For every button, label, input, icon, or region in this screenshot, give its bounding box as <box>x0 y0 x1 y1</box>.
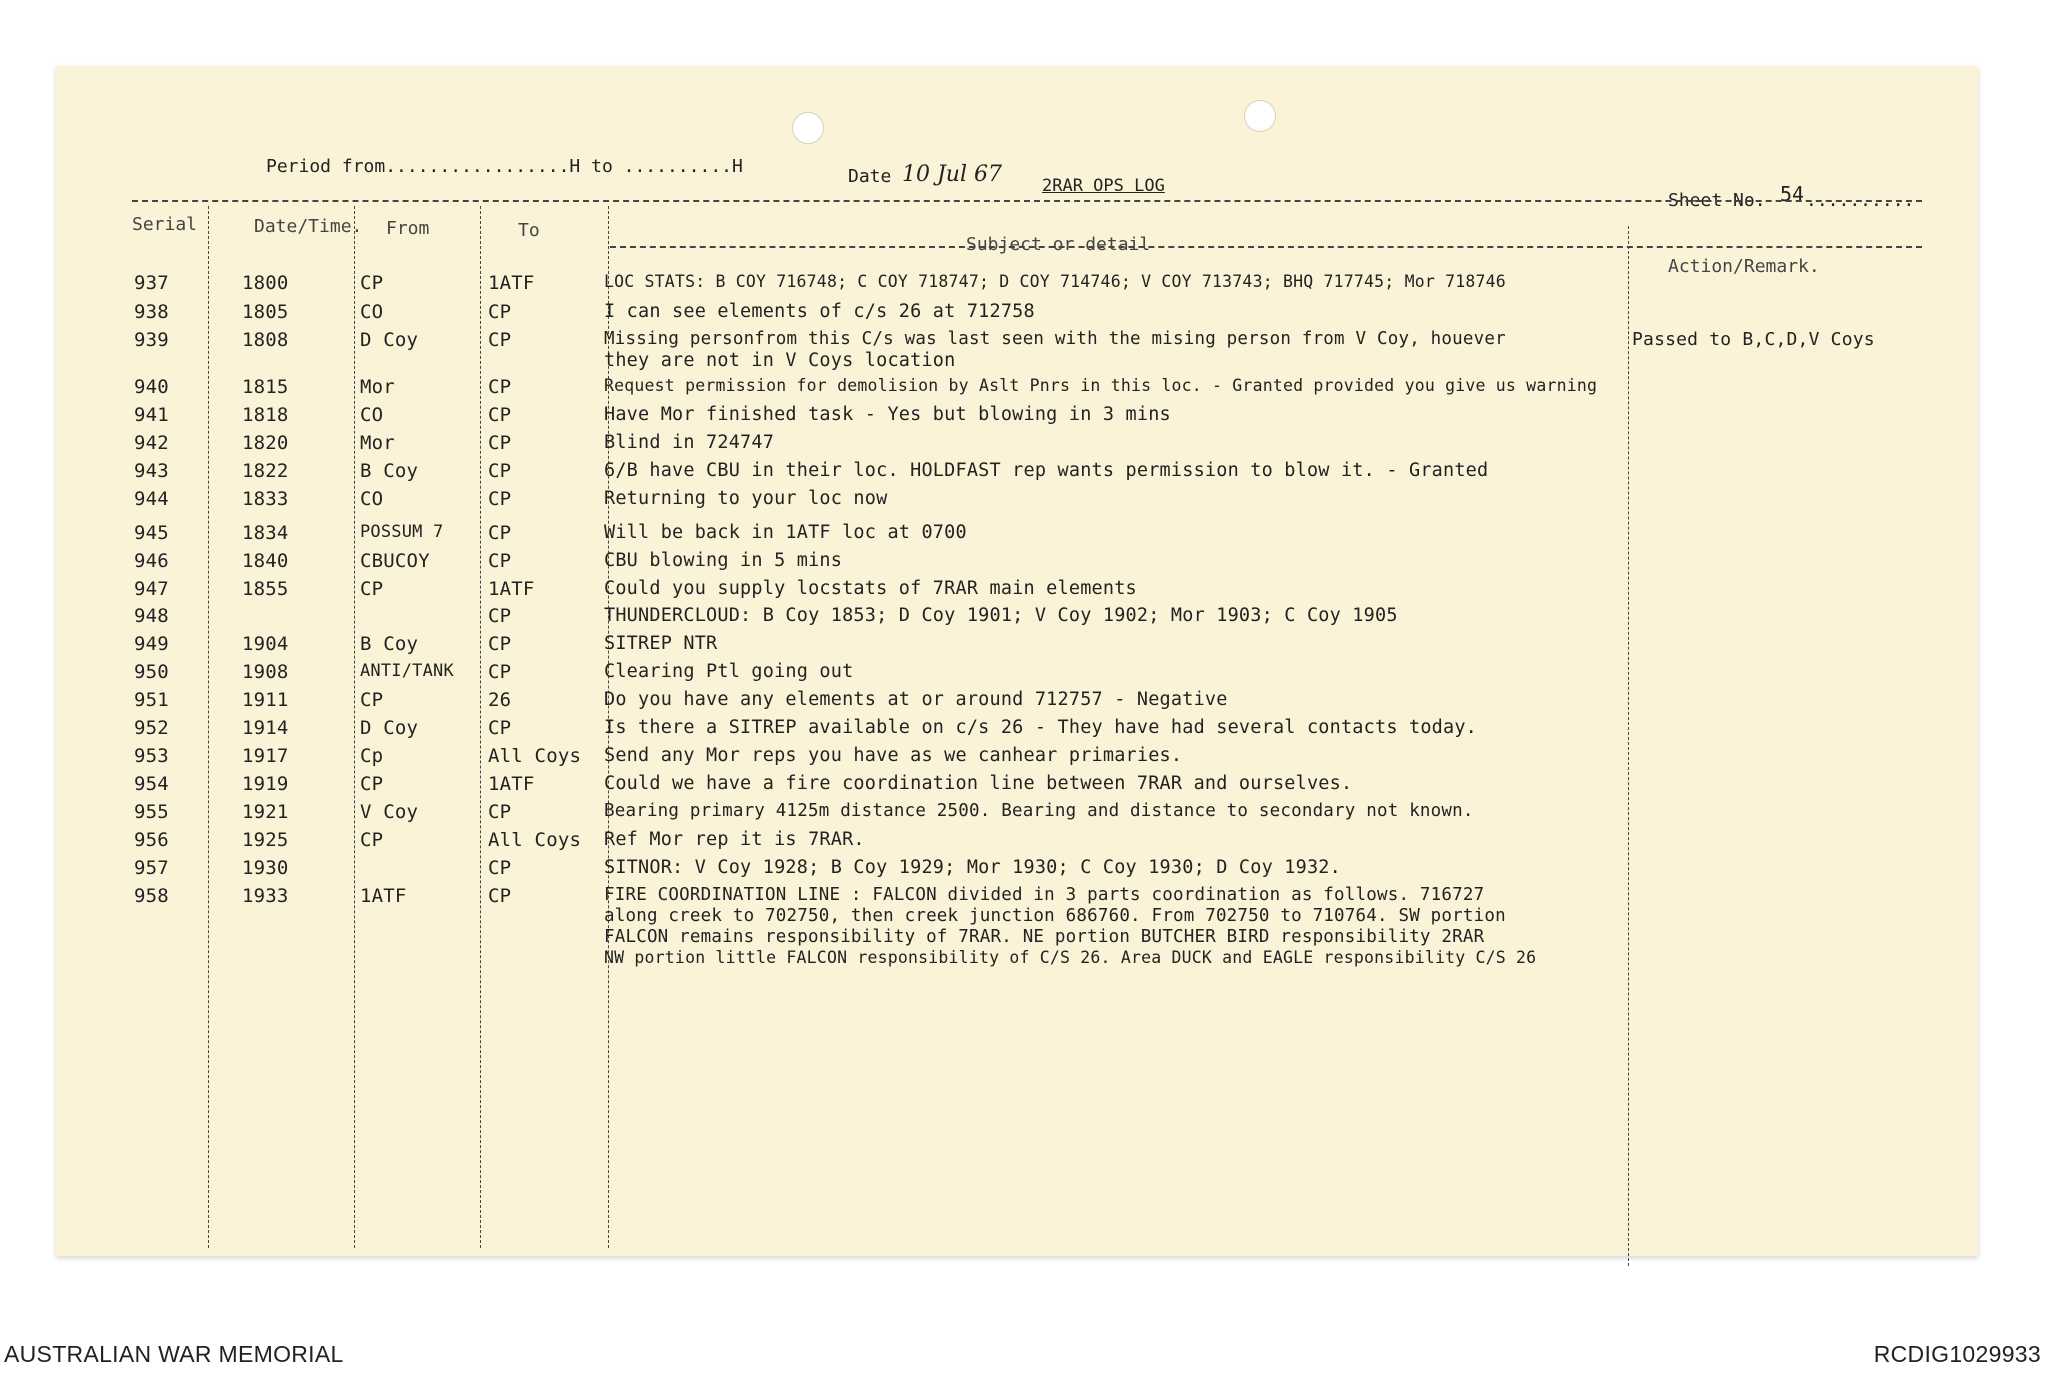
subject-line: SITREP NTR <box>604 633 718 654</box>
serial-cell: 953 <box>134 745 169 767</box>
from-cell: Cp <box>360 745 384 767</box>
date-value: 10 Jul 67 <box>902 162 1002 187</box>
time-cell: 1904 <box>242 633 289 655</box>
time-cell: 1805 <box>242 301 289 323</box>
subject-line: Missing personfrom this C/s was last seen with the mising person from V Coy, houever <box>604 329 1506 349</box>
to-cell: CP <box>488 329 512 351</box>
serial-cell: 948 <box>134 605 169 627</box>
time-cell: 1833 <box>242 488 289 510</box>
col-header-datetime: Date/Time. <box>254 216 363 237</box>
to-cell: CP <box>488 550 512 572</box>
time-cell: 1921 <box>242 801 289 823</box>
from-cell: Mor <box>360 376 395 398</box>
subject-line: Bearing primary 4125m distance 2500. Bearing and distance to secondary not known. <box>604 801 1474 821</box>
subject-line: Returning to your loc now <box>604 488 888 509</box>
subject-line: they are not in V Coys location <box>604 350 956 371</box>
to-cell: CP <box>488 488 512 510</box>
time-cell: 1800 <box>242 272 289 294</box>
subject-line: LOC STATS: B COY 716748; C COY 718747; D COY 714746; V COY 713743; BHQ 717745; Mor 718746 <box>604 272 1506 291</box>
time-cell: 1930 <box>242 857 289 879</box>
log-sheet <box>56 66 1978 1256</box>
column-rule-5 <box>1628 226 1629 1266</box>
time-cell: 1840 <box>242 550 289 572</box>
to-cell: CP <box>488 717 512 739</box>
from-cell: CO <box>360 404 384 426</box>
time-cell: 1818 <box>242 404 289 426</box>
column-rule-3 <box>480 206 481 1248</box>
serial-cell: 957 <box>134 857 169 879</box>
subject-line: 6/B have CBU in their loc. HOLDFAST rep wants permission to blow it. - Granted <box>604 460 1489 481</box>
header-bottom-rule <box>610 246 1922 248</box>
col-header-serial: Serial <box>132 214 198 235</box>
from-cell: 1ATF <box>360 885 407 907</box>
serial-cell: 958 <box>134 885 169 907</box>
to-cell: All Coys <box>488 829 582 851</box>
serial-cell: 952 <box>134 717 169 739</box>
subject-line: Request permission for demolision by Aslt Pnrs in this loc. - Granted provided you give us warning <box>604 376 1598 395</box>
to-cell: All Coys <box>488 745 582 767</box>
subject-line: Is there a SITREP available on c/s 26 - They have had several contacts today. <box>604 717 1478 738</box>
to-cell: CP <box>488 301 512 323</box>
to-cell: CP <box>488 661 512 683</box>
time-cell: 1855 <box>242 578 289 600</box>
serial-cell: 940 <box>134 376 169 398</box>
punch-hole-left <box>792 112 824 144</box>
subject-line: Could you supply locstats of 7RAR main elements <box>604 578 1137 599</box>
to-cell: CP <box>488 885 512 907</box>
column-rule-1 <box>208 206 209 1248</box>
serial-cell: 944 <box>134 488 169 510</box>
footer-credit: AUSTRALIAN WAR MEMORIAL <box>4 1341 344 1367</box>
from-cell: CO <box>360 301 384 323</box>
serial-cell: 938 <box>134 301 169 323</box>
from-cell: CO <box>360 488 384 510</box>
serial-cell: 943 <box>134 460 169 482</box>
subject-line: Do you have any elements at or around 712757 - Negative <box>604 689 1228 710</box>
time-cell: 1914 <box>242 717 289 739</box>
from-cell: CBUCOY <box>360 550 430 572</box>
to-cell: CP <box>488 605 512 627</box>
serial-cell: 950 <box>134 661 169 683</box>
time-cell: 1911 <box>242 689 289 711</box>
subject-line: Clearing Ptl going out <box>604 661 854 682</box>
to-cell: 26 <box>488 689 512 711</box>
from-cell: Mor <box>360 432 395 454</box>
serial-cell: 941 <box>134 404 169 426</box>
time-cell: 1808 <box>242 329 289 351</box>
subject-line: Ref Mor rep it is 7RAR. <box>604 829 865 850</box>
to-cell: CP <box>488 432 512 454</box>
time-cell: 1925 <box>242 829 289 851</box>
from-cell: ANTI/TANK <box>360 661 454 681</box>
subject-line: Will be back in 1ATF loc at 0700 <box>604 522 967 543</box>
serial-cell: 954 <box>134 773 169 795</box>
from-cell: D Coy <box>360 329 419 351</box>
time-cell: 1917 <box>242 745 289 767</box>
subject-line: Have Mor finished task - Yes but blowing in 3 mins <box>604 404 1171 425</box>
serial-cell: 942 <box>134 432 169 454</box>
column-rule-2 <box>354 206 355 1248</box>
from-cell: CP <box>360 829 384 851</box>
to-cell: CP <box>488 857 512 879</box>
subject-line: Blind in 724747 <box>604 432 775 453</box>
time-cell: 1822 <box>242 460 289 482</box>
to-cell: CP <box>488 460 512 482</box>
to-cell: CP <box>488 801 512 823</box>
to-cell: 1ATF <box>488 773 535 795</box>
to-cell: CP <box>488 633 512 655</box>
punch-hole-right <box>1244 100 1276 132</box>
time-cell: 1919 <box>242 773 289 795</box>
time-cell: 1933 <box>242 885 289 907</box>
from-cell: V Coy <box>360 801 419 823</box>
subject-line: THUNDERCLOUD: B Coy 1853; D Coy 1901; V Coy 1902; Mor 1903; C Coy 1905 <box>604 605 1398 626</box>
serial-cell: 951 <box>134 689 169 711</box>
subject-line: CBU blowing in 5 mins <box>604 550 843 571</box>
sheet-dots: .......... <box>1806 190 1915 211</box>
date-label: Date <box>848 166 892 187</box>
log-title: 2RAR OPS LOG <box>1042 176 1165 196</box>
serial-cell: 937 <box>134 272 169 294</box>
serial-cell: 956 <box>134 829 169 851</box>
serial-cell: 946 <box>134 550 169 572</box>
col-header-subject: Subject or detail <box>966 234 1151 255</box>
serial-cell: 955 <box>134 801 169 823</box>
to-cell: 1ATF <box>488 272 535 294</box>
from-cell: POSSUM 7 <box>360 522 444 542</box>
subject-line: NW portion little FALCON responsibility of C/S 26. Area DUCK and EAGLE responsibility C/S 26 <box>604 948 1537 967</box>
sheet-number: 54 <box>1780 182 1805 206</box>
serial-cell: 939 <box>134 329 169 351</box>
to-cell: CP <box>488 404 512 426</box>
sheet-label: Sheet No. <box>1668 190 1766 211</box>
subject-line: FALCON remains responsibility of 7RAR. NE portion BUTCHER BIRD responsibility 2RAR <box>604 927 1485 947</box>
to-cell: CP <box>488 522 512 544</box>
from-cell: CP <box>360 578 384 600</box>
from-cell: CP <box>360 773 384 795</box>
time-cell: 1834 <box>242 522 289 544</box>
time-cell: 1908 <box>242 661 289 683</box>
subject-line: SITNOR: V Coy 1928; B Coy 1929; Mor 1930; C Coy 1930; D Coy 1932. <box>604 857 1341 878</box>
from-cell: CP <box>360 689 384 711</box>
to-cell: 1ATF <box>488 578 535 600</box>
serial-cell: 947 <box>134 578 169 600</box>
serial-cell: 949 <box>134 633 169 655</box>
from-cell: B Coy <box>360 633 419 655</box>
subject-line: I can see elements of c/s 26 at 712758 <box>604 301 1035 322</box>
serial-cell: 945 <box>134 522 169 544</box>
from-cell: CP <box>360 272 384 294</box>
from-cell: D Coy <box>360 717 419 739</box>
subject-line: along creek to 702750, then creek junction 686760. From 702750 to 710764. SW portion <box>604 906 1506 926</box>
time-cell: 1815 <box>242 376 289 398</box>
subject-line: Send any Mor reps you have as we canhear primaries. <box>604 745 1183 766</box>
to-cell: CP <box>488 376 512 398</box>
period-field: Period from.................H to ..........H <box>266 156 743 177</box>
from-cell: B Coy <box>360 460 419 482</box>
time-cell: 1820 <box>242 432 289 454</box>
col-header-from: From <box>386 218 430 239</box>
footer-id: RCDIG1029933 <box>1873 1341 2041 1367</box>
subject-line: Could we have a fire coordination line between 7RAR and ourselves. <box>604 773 1353 794</box>
col-header-action: Action/Remark. <box>1668 256 1820 277</box>
remark-cell: Passed to B,C,D,V Coys <box>1632 329 1875 350</box>
subject-line: FIRE COORDINATION LINE : FALCON divided in 3 parts coordination as follows. 716727 <box>604 885 1485 905</box>
header-top-rule <box>132 200 1922 202</box>
col-header-to: To <box>518 220 540 241</box>
